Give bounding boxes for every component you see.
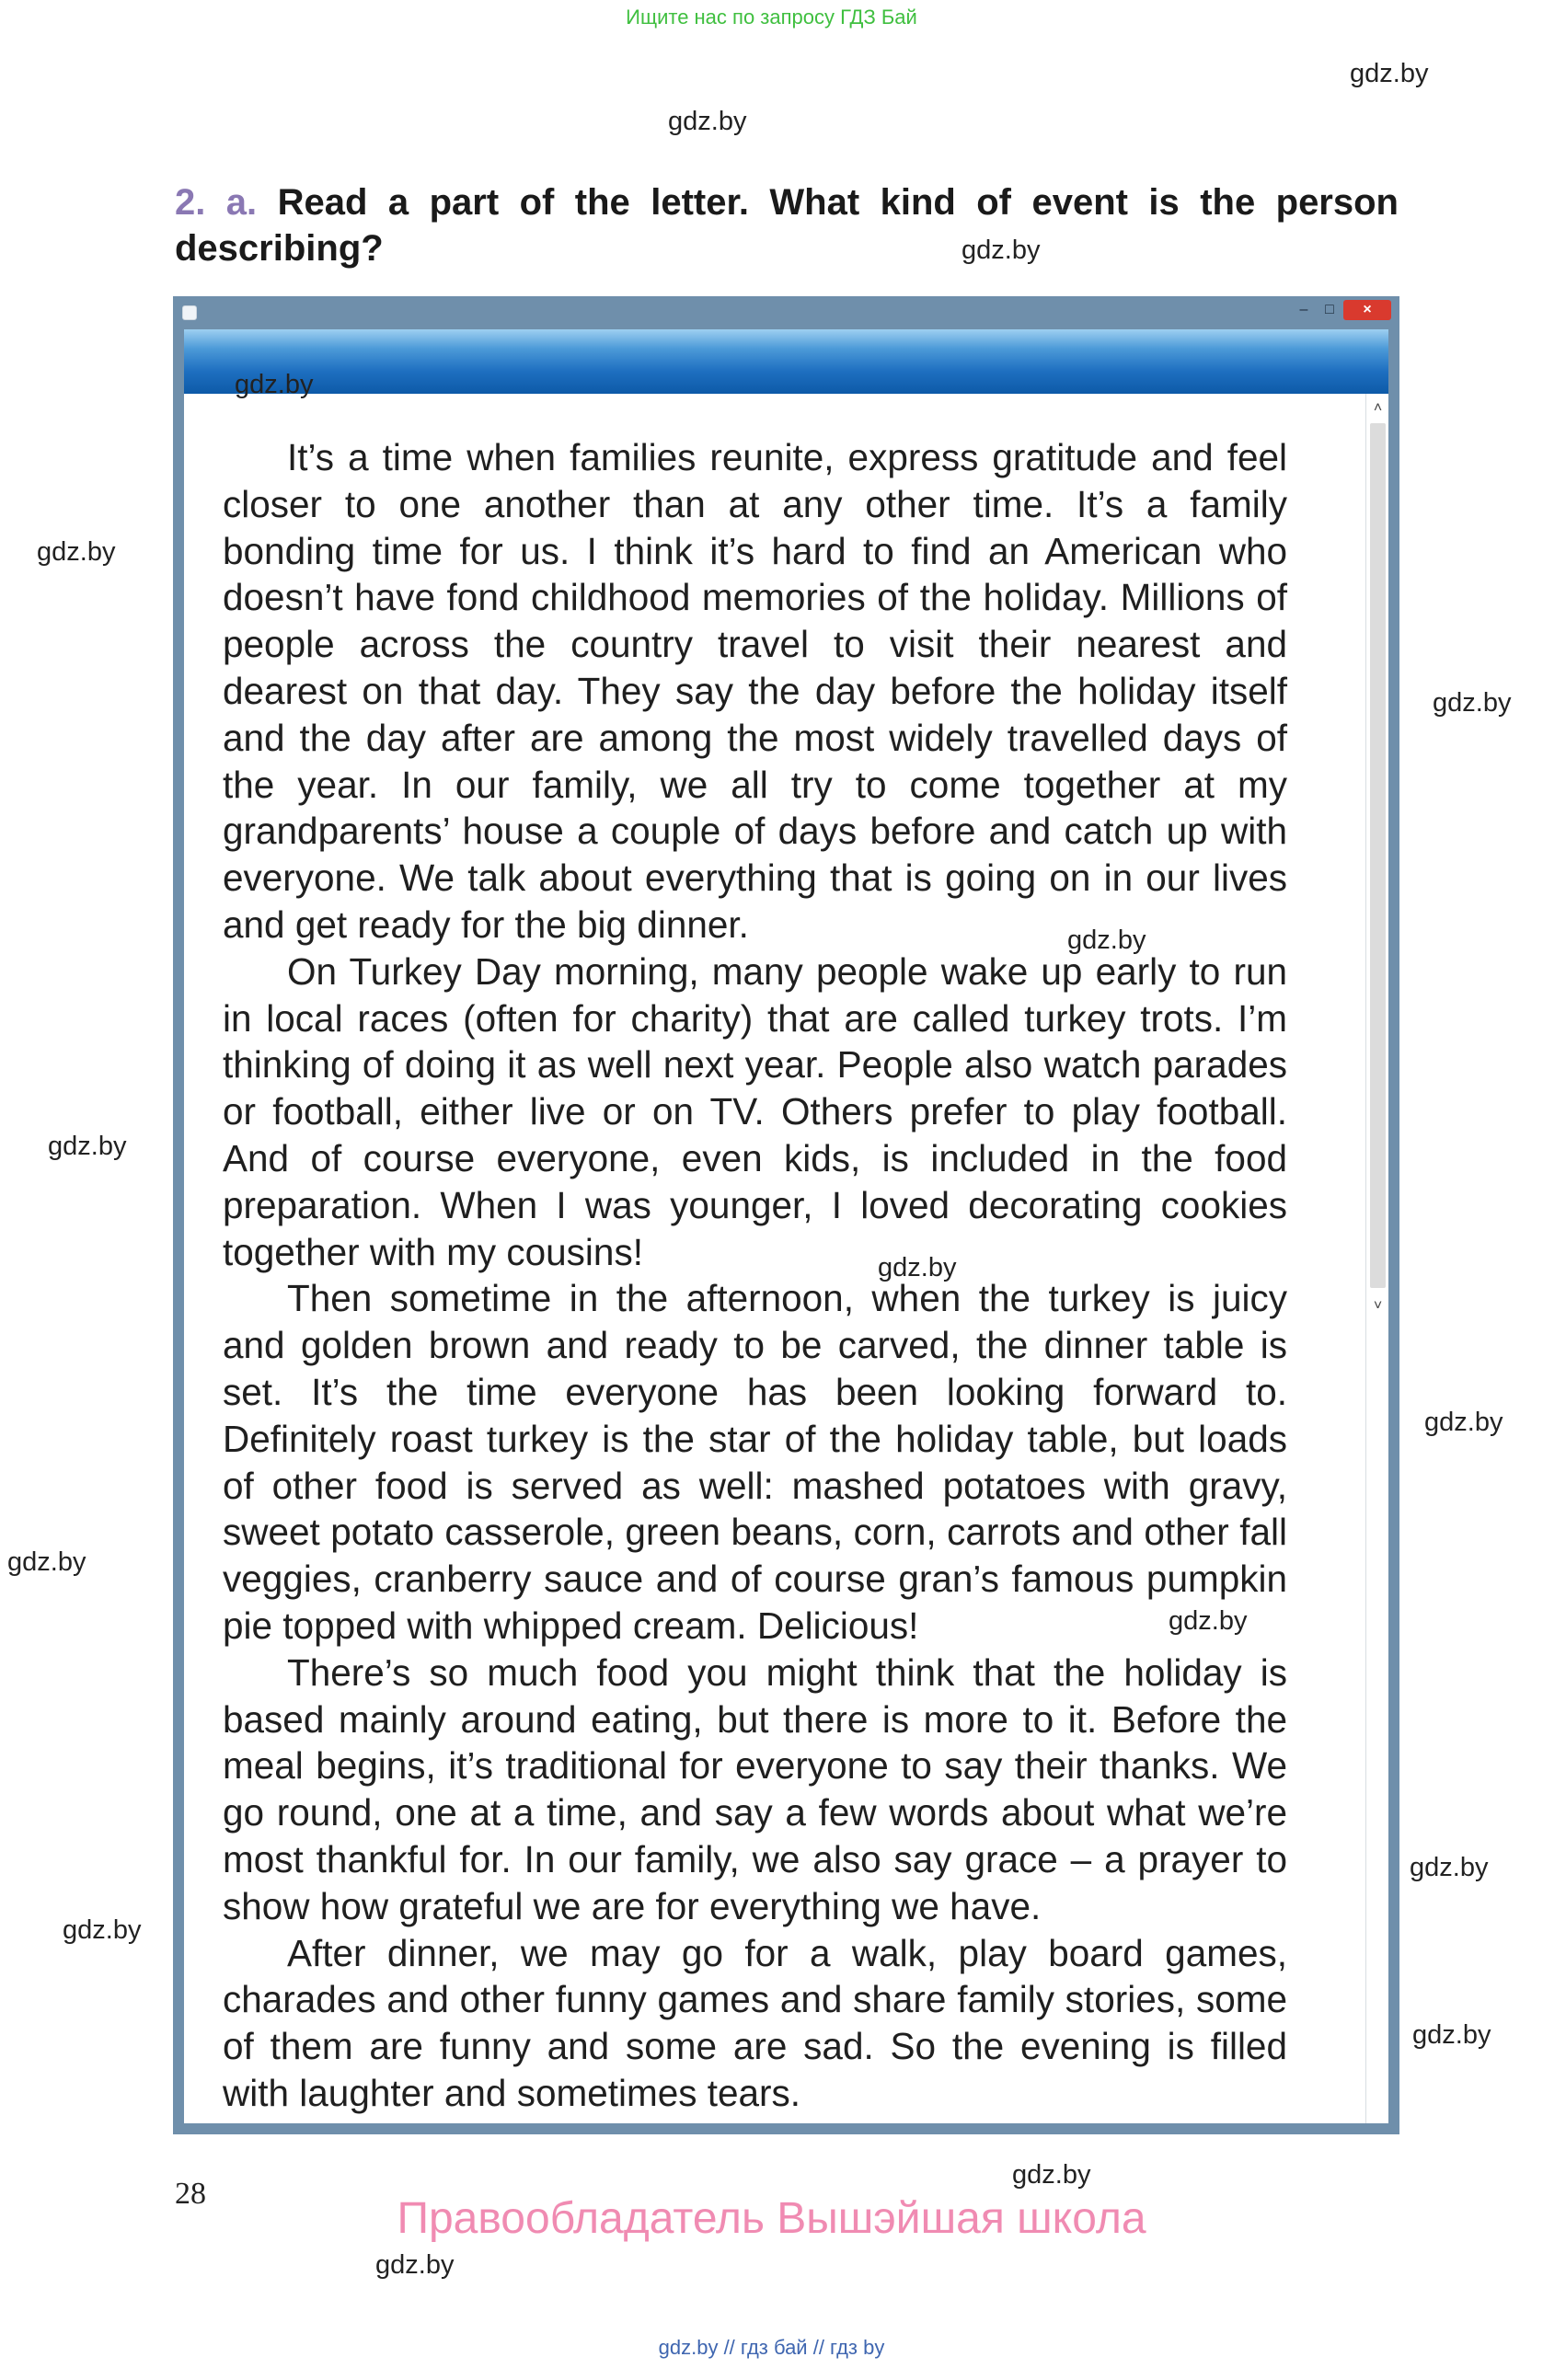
window-icon <box>182 305 197 320</box>
footer-links: gdz.by // гдз бай // гдз by <box>658 2336 885 2359</box>
letter-paragraph-1: It’s a time when families reunite, express gratitude and feel closer to one another than at any other time. It’s a family bonding time for us. I think it’s hard to find an American who doesn’t have fond childhood memories of the holiday. Millions of people across the country travel to visit their nearest and dearest on that day. They say the day before the holiday itself and the day after are among the most widely travelled days of the year. In our family, we all try to come together at my grandparents’ house a couple of days before and catch up with everyone. We talk about everything that is going on in our lives and get ready for the big dinner. <box>223 436 1287 946</box>
scrollbar-thumb[interactable] <box>1370 423 1386 1288</box>
watermark: gdz.by <box>1067 926 1146 955</box>
watermark: gdz.by <box>1424 1408 1503 1437</box>
watermark: gdz.by <box>48 1132 127 1161</box>
letter-paragraph-4: There’s so much food you might think that the holiday is based mainly around eating, but there is more to it. Before the meal begins, it’s traditional for everyone to say their thanks. We go round, one at a time, and say a few words about what we’re most thankful for. In our family, we also say grace – a prayer to show how grateful we are for everything we have. <box>223 1650 1287 1927</box>
watermark: gdz.by <box>235 370 314 399</box>
letter-paragraph-5: After dinner, we may go for a walk, play board games, charades and other funny games and share family stories, some of them are funny and some are sad. So the evening is filled with laughter and sometimes tears. <box>223 1931 1287 2114</box>
watermark: gdz.by <box>1350 59 1429 88</box>
close-button[interactable]: × <box>1343 300 1391 320</box>
watermark: gdz.by <box>1412 2020 1491 2050</box>
watermark: gdz.by <box>1433 688 1512 718</box>
copyright-notice: Правообладатель Вышэйшая школа <box>397 2194 1146 2243</box>
task-text: Read a part of the letter. What kind of event is the person describing? <box>175 182 1399 269</box>
watermark: gdz.by <box>375 2250 455 2280</box>
watermark: gdz.by <box>1410 1853 1489 1882</box>
scroll-down-icon[interactable]: ˅ <box>1373 1298 1383 1314</box>
letter-text <box>223 434 1287 2117</box>
letter-paragraph-2: On Turkey Day morning, many people wake up early to run in local races (often for charity) that are called turkey trots. I’m thinking of doing it as well next year. People also watch parades or football, either live or on TV. Others prefer to play football. And of course everyone, even kids, is included in the food preparation. When I was younger, I loved decorating cookies together with my cousins! <box>223 949 1287 1273</box>
vertical-scrollbar[interactable] <box>1365 394 1388 2123</box>
top-banner: Ищите нас по запросу ГДЗ Бай <box>626 6 917 29</box>
window-header-bar <box>184 329 1388 394</box>
watermark: gdz.by <box>63 1915 142 1945</box>
window-titlebar[interactable] <box>173 296 1399 329</box>
page-number: 28 <box>175 2177 206 2211</box>
task-number: 2. a. <box>175 182 258 223</box>
minimize-button[interactable]: – <box>1299 302 1308 317</box>
watermark: gdz.by <box>1012 2160 1091 2190</box>
letter-paragraph-3: Then sometime in the afternoon, when the turkey is juicy and golden brown and ready to be carved, the dinner table is set. It’s the time everyone has been looking forward to. Definitely roast turkey is the star of the holiday table, but loads of other food is served as well: mashed potatoes with gravy, sweet potato casserole, green beans, corn, carrots and other fall veggies, cranberry sauce and of course gran’s famous pumpkin pie topped with whipped cream. Delicious! <box>223 1277 1287 1647</box>
watermark: gdz.by <box>961 236 1041 265</box>
watermark: gdz.by <box>37 537 116 567</box>
scroll-up-icon[interactable]: ˄ <box>1373 400 1383 416</box>
watermark: gdz.by <box>1169 1606 1248 1636</box>
watermark: gdz.by <box>878 1253 957 1282</box>
watermark: gdz.by <box>7 1547 86 1577</box>
maximize-button[interactable]: □ <box>1325 302 1334 317</box>
task-heading <box>175 179 1399 271</box>
watermark: gdz.by <box>668 107 747 136</box>
